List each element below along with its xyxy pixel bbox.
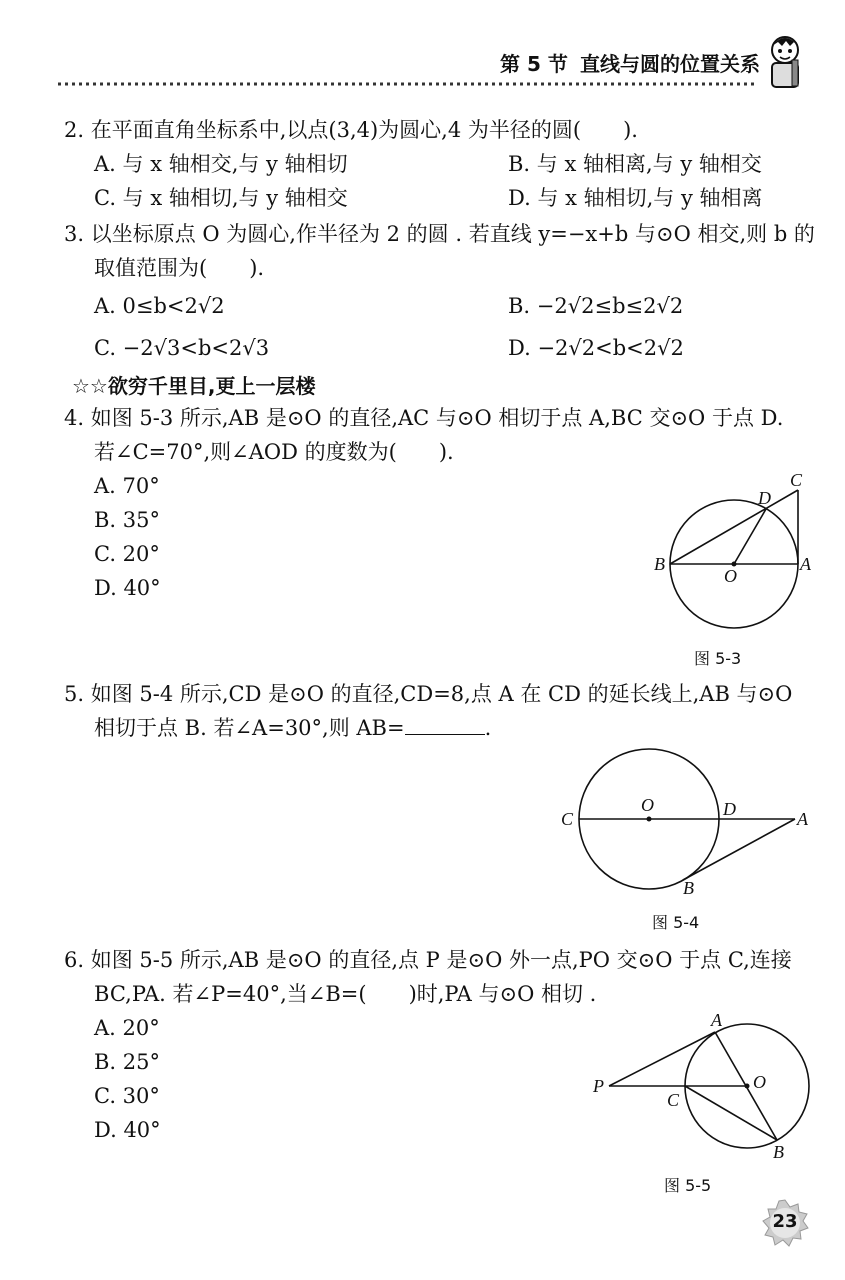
figure-5-3 [650,468,820,648]
q6-stem-line2: BC,PA. 若∠P=40°,当∠B=( )时,PA 与⊙O 相切 . [94,982,597,1006]
q2-option-d: D. 与 x 轴相切,与 y 轴相离 [508,186,763,210]
q4-option-c: C. 20° [94,542,160,566]
q3-option-b: B. −2√2≤b≤2√2 [508,294,684,318]
page-number: 23 [772,1211,798,1232]
q6-option-a: A. 20° [94,1016,160,1040]
q5-stem-line2 [94,714,491,742]
fig54-label-a: A [797,809,808,829]
q6-option-b: B. 25° [94,1050,161,1074]
q4-option-a: A. 70° [94,474,160,498]
fig55-center-point [745,1084,750,1089]
fig55-label-p: P [593,1076,604,1096]
q2-option-b: B. 与 x 轴相离,与 y 轴相交 [508,152,762,176]
fig55-tangent-pa [609,1032,715,1086]
fig53-label-c: C [790,470,803,490]
section-heading: ☆☆欲穷千里目,更上一层楼 [72,374,316,398]
fig54-label-o: O [641,795,654,815]
q3-option-a: A. 0≤b<2√2 [94,294,225,318]
figure-5-4-caption: 图 5-4 [652,913,700,932]
fig53-label-b: B [654,554,665,574]
figure-5-3-caption: 图 5-3 [694,649,742,668]
q4-stem-line1: 4. 如图 5-3 所示,AB 是⊙O 的直径,AC 与⊙O 相切于点 A,BC 交⊙O 于点 D. [64,406,784,430]
q2-option-a: A. 与 x 轴相交,与 y 轴相切 [94,152,348,176]
dotted-divider [58,80,758,88]
fig55-label-c: C [667,1090,680,1110]
q2-option-c: C. 与 x 轴相切,与 y 轴相交 [94,186,348,210]
fig54-label-d: D [723,799,736,819]
section-number: 第 5 节 [500,52,568,76]
fig54-center-point [647,817,652,822]
q2-stem: 2. 在平面直角坐标系中,以点(3,4)为圆心,4 为半径的圆( ). [64,118,638,142]
fig53-label-d: D [758,488,771,508]
page-title: 直线与圆的位置关系 [580,52,760,76]
fig54-tangent-ab [683,819,795,880]
fig54-label-c: C [561,809,574,829]
fig55-label-o: O [753,1072,766,1092]
q5-stem-end: . [484,716,492,740]
cartoon-student-icon [762,32,808,90]
fig53-line-bc [670,490,798,564]
q6-stem-line1: 6. 如图 5-5 所示,AB 是⊙O 的直径,点 P 是⊙O 外一点,PO 交⊙O 于点 C,连接 [64,948,792,972]
figure-5-5-caption: 图 5-5 [664,1176,712,1195]
q6-option-c: C. 30° [94,1084,160,1108]
fig54-label-b: B [683,878,694,898]
q4-option-d: D. 40° [94,576,161,600]
q3-option-d: D. −2√2<b<2√2 [508,336,684,360]
q5-stem-line1: 5. 如图 5-4 所示,CD 是⊙O 的直径,CD=8,点 A 在 CD 的延长线上,AB 与⊙O [64,682,793,706]
fig55-label-b: B [773,1142,784,1162]
q5-answer-blank[interactable] [405,714,485,735]
fig55-line-bc [685,1086,777,1140]
fig53-label-o: O [724,566,737,586]
q4-option-b: B. 35° [94,508,161,532]
figure-5-5 [585,1010,820,1165]
q3-stem-line1: 3. 以坐标原点 O 为圆心,作半径为 2 的圆 . 若直线 y=−x+b 与⊙O 相交,则 b 的 [64,222,815,246]
fig53-label-a: A [800,554,811,574]
q6-option-d: D. 40° [94,1118,161,1142]
figure-5-4 [555,745,825,900]
fig55-label-a: A [711,1010,722,1030]
q5-stem-text: 相切于点 B. 若∠A=30°,则 AB= [94,716,405,740]
q3-option-c: C. −2√3<b<2√3 [94,336,270,360]
q3-stem-line2: 取值范围为( ). [94,256,265,280]
q4-stem-line2: 若∠C=70°,则∠AOD 的度数为( ). [94,440,454,464]
